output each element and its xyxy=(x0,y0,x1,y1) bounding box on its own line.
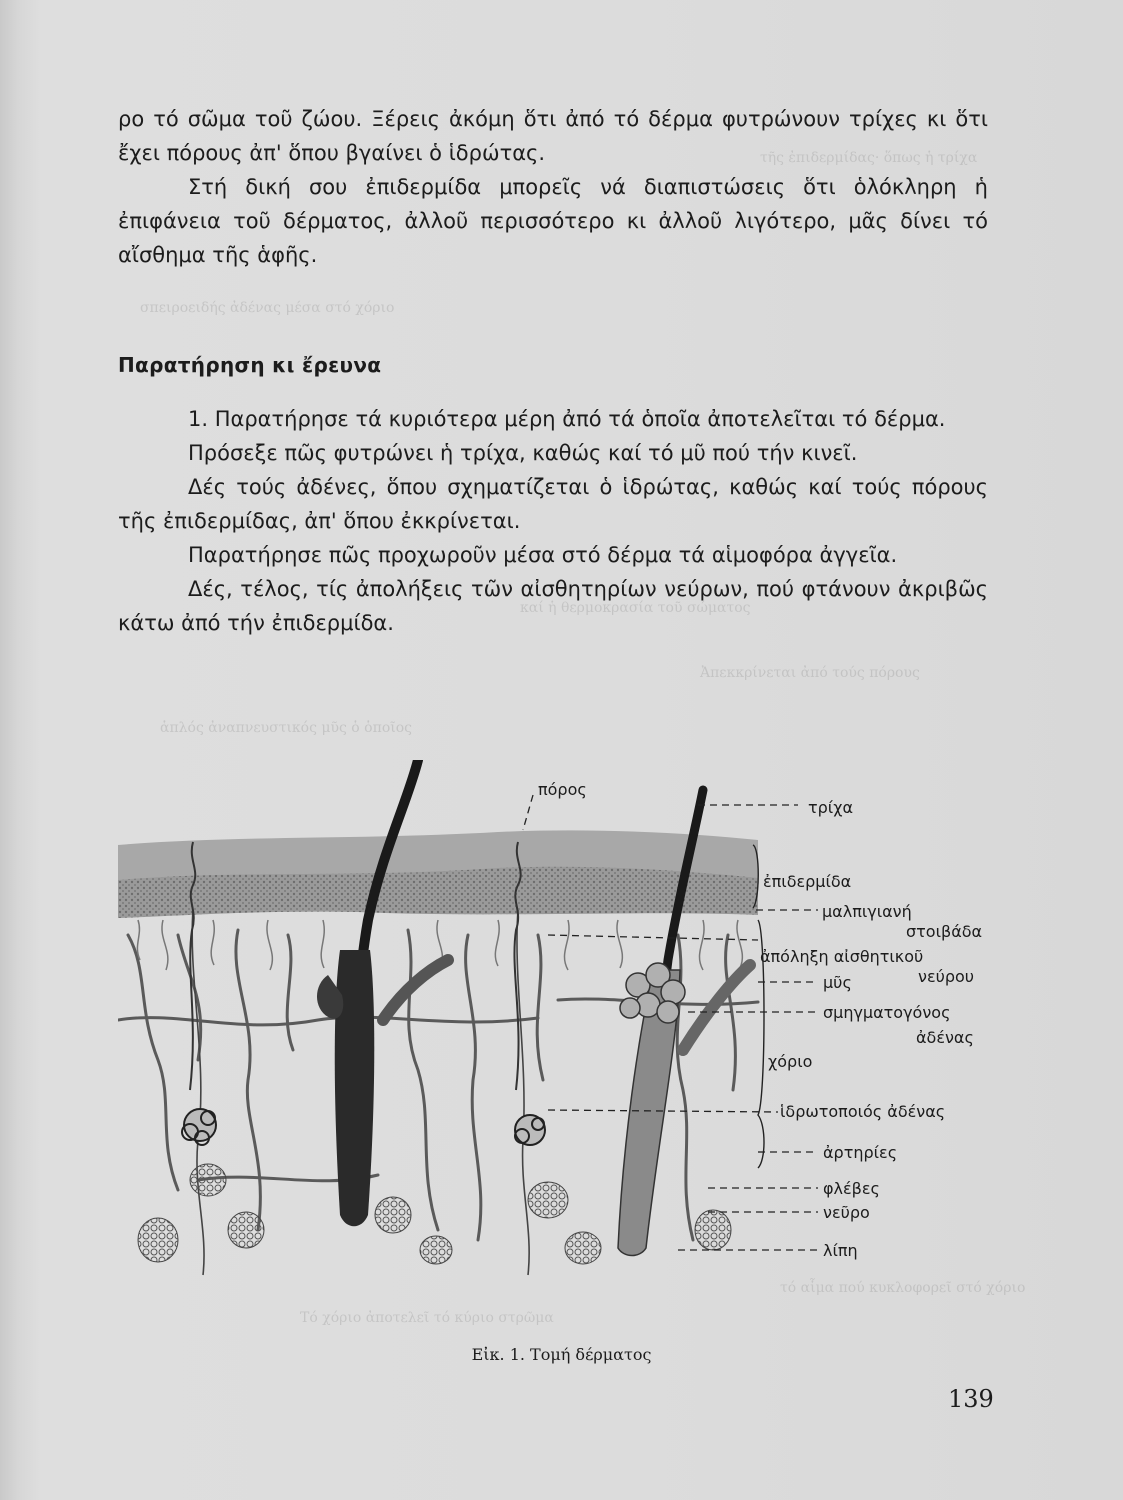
label-poros: πόρος xyxy=(538,780,587,799)
label-arteries: ἀρτηρίες xyxy=(823,1143,898,1162)
label-nerve: νεῦρο xyxy=(823,1203,870,1222)
label-fat: λίπη xyxy=(823,1241,858,1260)
sweat-gland-left xyxy=(182,1109,216,1145)
label-malpighian-2: στοιβάδα xyxy=(906,922,983,941)
sweat-gland-middle xyxy=(515,1115,545,1145)
follicle-left xyxy=(335,950,375,1226)
section-heading: Παρατήρηση κι ἔρευνα xyxy=(118,353,382,377)
paragraph: Πρόσεξε πῶς φυτρώνει ἡ τρίχα, καθώς καί τό μῦ πού τήν κινεῖ. xyxy=(188,441,858,465)
hair-muscle-left xyxy=(383,960,448,1020)
paragraph: Στή δική σου ἐπιδερμίδα μπορεῖς νά διαπιστώσεις ὅτι ὁλόκληρη ἡ ἐπιφάνεια τοῦ δέρματος, ἀλλοῦ περισσότερο κι ἀλλοῦ λιγότερο, μᾶς δίνει τό αἴσθημα τῆς ἁφῆς. xyxy=(118,175,988,267)
label-tricha: τρίχα xyxy=(808,798,853,817)
skin-section-figure xyxy=(118,760,998,1280)
bleed-through-text: καί ἡ θερμοκρασία τοῦ σώματος xyxy=(520,600,751,616)
bleed-through-text: Τό χόριο ἀποτελεῖ τό κύριο στρῶμα xyxy=(300,1310,554,1326)
bleed-through-text: τό αἷμα πού κυκλοφορεῖ στό χόριο xyxy=(780,1280,1026,1296)
label-sebaceous-2: ἀδένας xyxy=(916,1028,974,1047)
bleed-through-text: ἁπλός ἀναπνευστικός μῦς ὁ ὁποῖος xyxy=(160,720,412,736)
observation-text xyxy=(118,402,988,640)
bleed-through-text: τῆς ἐπιδερμίδας· ὅπως ἡ τρίχα xyxy=(760,150,978,166)
label-sweat-gland: ἱδρωτοποιός ἀδένας xyxy=(780,1102,946,1121)
intro-text xyxy=(118,102,988,272)
paragraph: ρο τό σῶμα τοῦ ζώου. Ξέρεις ἀκόμη ὅτι ἀπό τό δέρμα φυτρώνουν τρίχες κι ὅτι ἔχει πόρους ἀπ' ὅπου βγαίνει ὁ ἱδρώτας. xyxy=(118,107,988,165)
paragraph: 1. Παρατήρησε τά κυριότερα μέρη ἀπό τά ὁποῖα ἀποτελεῖται τό δέρμα. xyxy=(188,407,946,431)
bleed-through-text: Ἀπεκκρίνεται ἀπό τούς πόρους xyxy=(700,665,920,681)
bleed-through-text: σπειροειδής ἀδένας μέσα στό χόριο xyxy=(140,300,395,316)
figure-caption: Εἰκ. 1. Τομή δέρματος xyxy=(471,1345,652,1364)
label-malpighian-1: μαλπιγιανή xyxy=(822,902,912,921)
paragraph: Παρατήρησε πῶς προχωροῦν μέσα στό δέρμα τά αἱμοφόρα ἀγγεῖα. xyxy=(188,543,898,567)
page-number: 139 xyxy=(948,1385,994,1413)
label-sebaceous-1: σμηγματογόνος xyxy=(823,1003,951,1022)
label-epidermida: ἐπιδερμίδα xyxy=(763,872,852,891)
label-nerve-end-1: ἀπόληξη αἰσθητικοῦ xyxy=(760,947,924,966)
label-mys: μῦς xyxy=(823,973,852,992)
paragraph: Δές, τέλος, τίς ἀπολήξεις τῶν αἰσθητηρίων νεύρων, πού φτάνουν ἀκριβῶς κάτω ἀπό τήν ἐπιδερμίδα. xyxy=(118,577,988,635)
label-veins: φλέβες xyxy=(823,1179,880,1198)
paragraph: Δές τούς ἀδένες, ὅπου σχηματίζεται ὁ ἱδρώτας, καθώς καί τούς πόρους τῆς ἐπιδερμίδας, ἀπ' ὅπου ἐκκρίνεται. xyxy=(118,475,988,533)
label-chorio: χόριο xyxy=(768,1052,813,1071)
hair-muscle-right xyxy=(683,965,750,1050)
label-nerve-end-2: νεύρου xyxy=(918,967,975,986)
